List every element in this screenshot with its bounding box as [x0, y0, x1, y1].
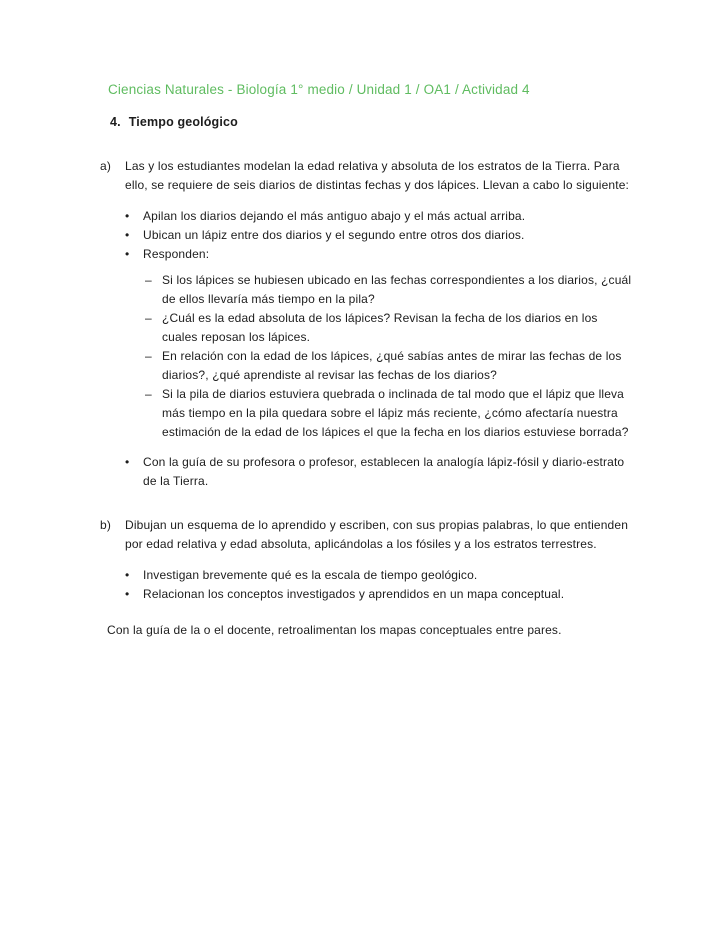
section-heading	[110, 113, 632, 132]
bullet-marker: •	[125, 247, 130, 261]
list-item: – Si los lápices se hubiesen ubicado en las fechas correspondientes a los diarios, ¿cuál de ellos llevaría más tiempo en la pila?	[145, 271, 632, 309]
dash-marker: –	[145, 387, 152, 401]
list-item: • Investigan brevemente qué es la escala de tiempo geológico.	[125, 566, 632, 585]
bullet-list	[125, 207, 632, 264]
list-item: – En relación con la edad de los lápices, ¿qué sabías antes de mirar las fechas de los diarios?, ¿qué aprendiste al revisar las fechas de los diarios?	[145, 347, 632, 385]
list-item: • Apilan los diarios dejando el más antiguo abajo y el más actual arriba.	[125, 207, 632, 226]
bullet-marker: •	[125, 228, 130, 242]
step-body	[125, 516, 632, 604]
closing-bullet-list	[125, 453, 632, 491]
bullet-list	[125, 566, 632, 604]
bullet-marker: •	[125, 209, 130, 223]
dash-marker: –	[145, 273, 152, 287]
step-text: Dibujan un esquema de lo aprendido y escriben, con sus propias palabras, lo que entienden por edad relativa y edad absoluta, aplicándolas a los fósiles y a los estratos terrestres.	[125, 518, 629, 551]
list-item: • Ubican un lápiz entre dos diarios y el segundo entre otros dos diarios.	[125, 226, 632, 245]
bullet-marker: •	[125, 587, 130, 601]
list-item: – Si la pila de diarios estuviera quebrada o inclinada de tal modo que el lápiz que lleva más tiempo en la pila quedara sobre el lápiz más reciente, ¿cómo afectaría nuestra estimación de la edad de los lápices el que la fecha en los diarios estuviese borrada?	[145, 385, 632, 442]
sub-bullet-list	[145, 271, 632, 442]
list-item: • Relacionan los conceptos investigados y aprendidos en un mapa conceptual.	[125, 585, 632, 604]
dash-marker: –	[145, 311, 152, 325]
activity-step-a	[100, 157, 632, 491]
activity-step-b	[100, 516, 632, 604]
list-item: • Responden:	[125, 245, 632, 264]
step-label: a)	[100, 159, 111, 173]
bullet-marker: •	[125, 568, 130, 582]
list-item: • Con la guía de su profesora o profesor, establecen la analogía lápiz-fósil y diario-estrato de la Tierra.	[125, 453, 632, 491]
bullet-marker: •	[125, 455, 130, 469]
dash-marker: –	[145, 349, 152, 363]
breadcrumb: Ciencias Naturales - Biología 1° medio / Unidad 1 / OA1 / Actividad 4	[108, 82, 530, 97]
closing-note: Con la guía de la o el docente, retroalimentan los mapas conceptuales entre pares.	[107, 623, 562, 637]
step-label: b)	[100, 518, 111, 532]
step-body	[125, 157, 632, 491]
section-number: 4.	[110, 115, 121, 129]
list-item: – ¿Cuál es la edad absoluta de los lápices? Revisan la fecha de los diarios en los cuales reposan los lápices.	[145, 309, 632, 347]
step-text: Las y los estudiantes modelan la edad relativa y absoluta de los estratos de la Tierra. Para ello, se requiere de seis diarios de distintas fechas y dos lápices. Llevan a cabo lo siguiente:	[125, 159, 630, 192]
section-title: Tiempo geológico	[128, 115, 238, 129]
